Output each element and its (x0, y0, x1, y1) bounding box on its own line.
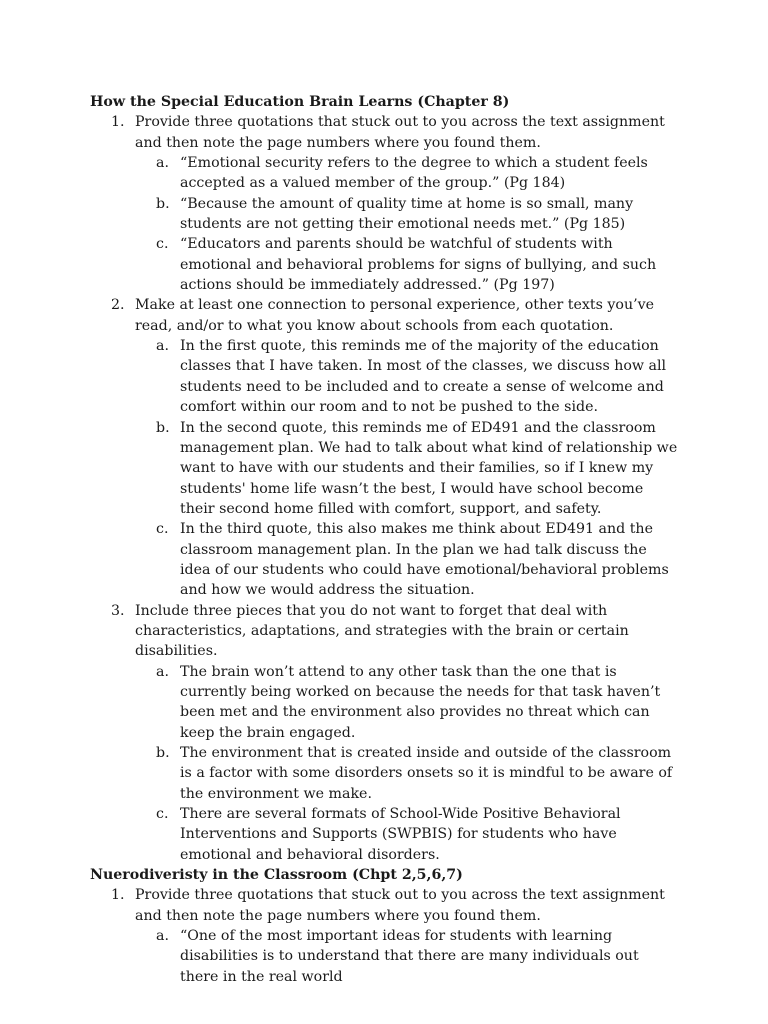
item-text: “One of the most important ideas for students with learning disabilities is to understand that there are many individuals out there in the real world (180, 928, 639, 985)
item-text: The environment that is created inside and outside of the classroom is a factor with some disorders onsets so it is mindful to be aware of the environment we make. (180, 745, 673, 802)
section-heading: Nuerodiveristy in the Classroom (Chpt 2,5,6,7) (90, 867, 463, 884)
answer-item (90, 234, 680, 295)
item-letter: a. (156, 155, 169, 172)
answer-item (90, 926, 680, 987)
item-letter: b. (156, 745, 170, 761)
question-text: Include three pieces that you do not want to forget that deal with characteristics, adaptations, and strategies with the brain or certain disabilities. (135, 602, 629, 660)
question-text: Provide three quotations that stuck out to you across the text assignment and then note the page numbers where you found them. (135, 887, 665, 924)
item-text: “Emotional security refers to the degree to which a student feels accepted as a valued member of the group.” (Pg 184) (180, 155, 648, 192)
item-text: In the third quote, this also makes me think about ED491 and the classroom management plan. In the plan we had talk discuss the idea of our students who could have emotional/behavioral problems and how we would address the situation. (180, 521, 669, 599)
question-text: Provide three quotations that stuck out to you across the text assignment and then note the page numbers where you found them. (135, 114, 665, 151)
question (90, 885, 680, 926)
item-text: “Educators and parents should be watchful of students with emotional and behavioral problems for signs of bullying, and such actions should be immediately addressed.” (Pg 197) (180, 236, 657, 294)
document-page (90, 92, 680, 987)
answer-item (90, 743, 680, 804)
question-number: 1. (111, 114, 125, 131)
item-letter: a. (156, 338, 169, 355)
item-letter: c. (156, 806, 169, 823)
item-text: “Because the amount of quality time at home is so small, many students are not getting their emotional needs met.” (Pg 185) (180, 195, 634, 233)
item-letter: c. (156, 236, 169, 253)
item-letter: b. (156, 195, 170, 212)
answer-item (90, 418, 680, 520)
answer-item (90, 194, 680, 235)
answer-item (90, 153, 680, 194)
question (90, 112, 680, 153)
question (90, 295, 680, 336)
question-number: 1. (111, 887, 125, 904)
answer-item (90, 804, 680, 865)
question-text: Make at least one connection to personal experience, other texts you’ve read, and/or to what you know about schools from each quotation. (135, 297, 655, 334)
item-letter: a. (156, 928, 169, 945)
item-letter: a. (156, 663, 169, 680)
item-text: The brain won’t attend to any other task than the one that is currently being worked on because the needs for that task haven’t been met and the environment also provides no threat which can keep the brain engaged. (180, 663, 661, 741)
question (90, 601, 680, 662)
answer-item (90, 519, 680, 600)
item-text: In the first quote, this reminds me of the majority of the education classes that I have taken. In most of the classes, we discuss how all students need to be included and to create a sense of welcome and comfort within our room and to not be pushed to the side. (180, 338, 667, 416)
item-text: In the second quote, this reminds me of ED491 and the classroom management plan. We had to talk about what kind of relationship we want to have with our students and their families, so if I knew my students' home life wasn’t the best, I would have school become their second home filled with comfort, support, and safety. (180, 419, 678, 517)
question-number: 2. (111, 297, 125, 314)
item-text: There are several formats of School-Wide Positive Behavioral Interventions and Supports (SWPBIS) for students who have emotional and behavioral disorders. (180, 806, 621, 863)
question-number: 3. (111, 602, 125, 619)
section-heading: How the Special Education Brain Learns (Chapter 8) (90, 94, 510, 110)
answer-item (90, 336, 680, 417)
item-letter: b. (156, 419, 170, 436)
item-letter: c. (156, 521, 169, 538)
answer-item (90, 662, 680, 743)
